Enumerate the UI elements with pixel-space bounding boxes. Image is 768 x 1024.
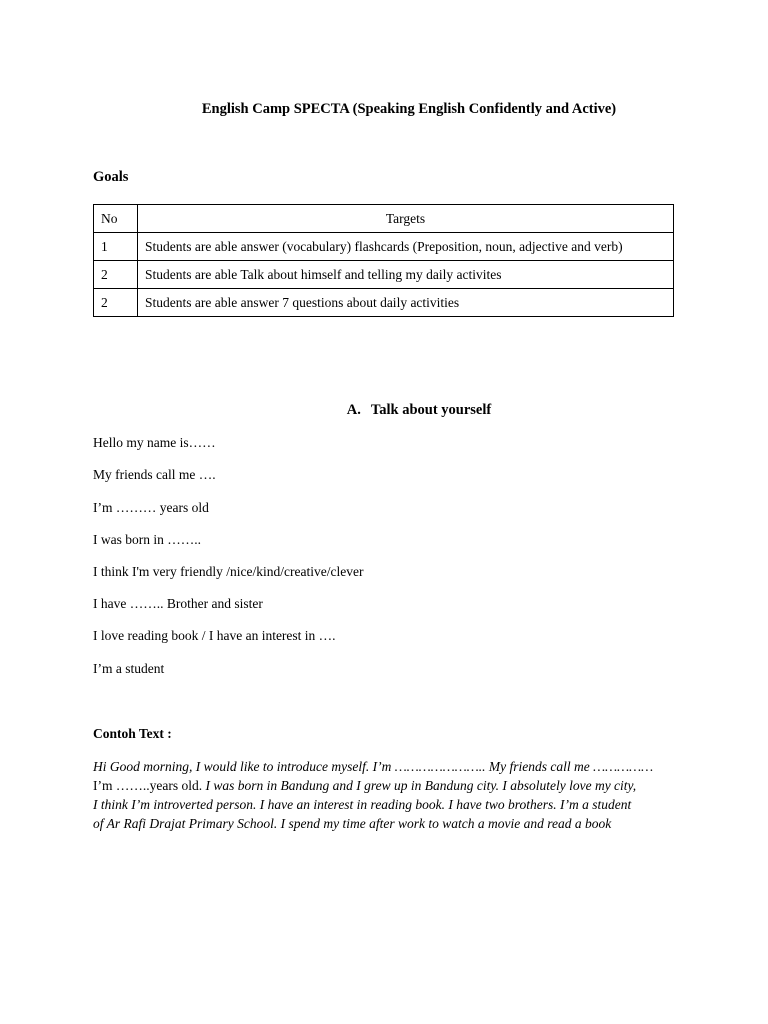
table-cell-target: Students are able answer (vocabulary) flashcards (Preposition, noun, adjective and verb): [138, 233, 674, 261]
section-a-title: Talk about yourself: [370, 402, 492, 418]
table-header-targets: Targets: [138, 205, 674, 233]
example-heading: Contoh Text :: [93, 726, 172, 741]
prompt-line: Hello my name is……: [93, 435, 216, 450]
table-cell-no: 2: [94, 261, 138, 289]
goals-heading: Goals: [93, 169, 129, 185]
table-cell-no: 1: [94, 233, 138, 261]
prompt-line: I love reading book / I have an interest in ….: [93, 628, 336, 643]
table-cell-target: Students are able answer 7 questions about daily activities: [138, 289, 674, 317]
prompt-line: I’m ……… years old: [93, 500, 209, 515]
example-line: of Ar Rafi Drajat Primary School. I spend my time after work to watch a movie and read a book: [93, 816, 612, 831]
prompt-line: I think I'm very friendly /nice/kind/creative/clever: [93, 564, 364, 579]
table-header-no: No: [94, 205, 138, 233]
document-title: English Camp SPECTA (Speaking English Confidently and Active): [201, 101, 617, 117]
example-line: I think I’m introverted person. I have an interest in reading book. I have two brothers. I’m a student: [93, 797, 632, 812]
section-a-letter: A.: [346, 402, 361, 418]
prompt-line: I was born in ……..: [93, 532, 201, 547]
example-line-plain: I’m ……..years old.: [93, 778, 203, 793]
table-cell-no: 2: [94, 289, 138, 317]
goals-table: [93, 204, 674, 317]
table-row: [94, 289, 674, 317]
prompt-line: My friends call me ….: [93, 467, 216, 482]
prompt-line: I’m a student: [93, 661, 165, 676]
table-row: [94, 233, 674, 261]
example-line: [93, 776, 693, 795]
section-a-heading: [0, 402, 768, 419]
prompt-line: I have …….. Brother and sister: [93, 596, 263, 611]
example-paragraph: [93, 757, 693, 833]
example-line: Hi Good morning, I would like to introduce myself. I’m ………………….. My friends call me ……………: [93, 759, 654, 774]
example-line-italic: I was born in Bandung and I grew up in Bandung city. I absolutely love my city,: [202, 778, 637, 793]
table-cell-target: Students are able Talk about himself and telling my daily activites: [138, 261, 674, 289]
table-row: [94, 261, 674, 289]
table-header-row: [94, 205, 674, 233]
